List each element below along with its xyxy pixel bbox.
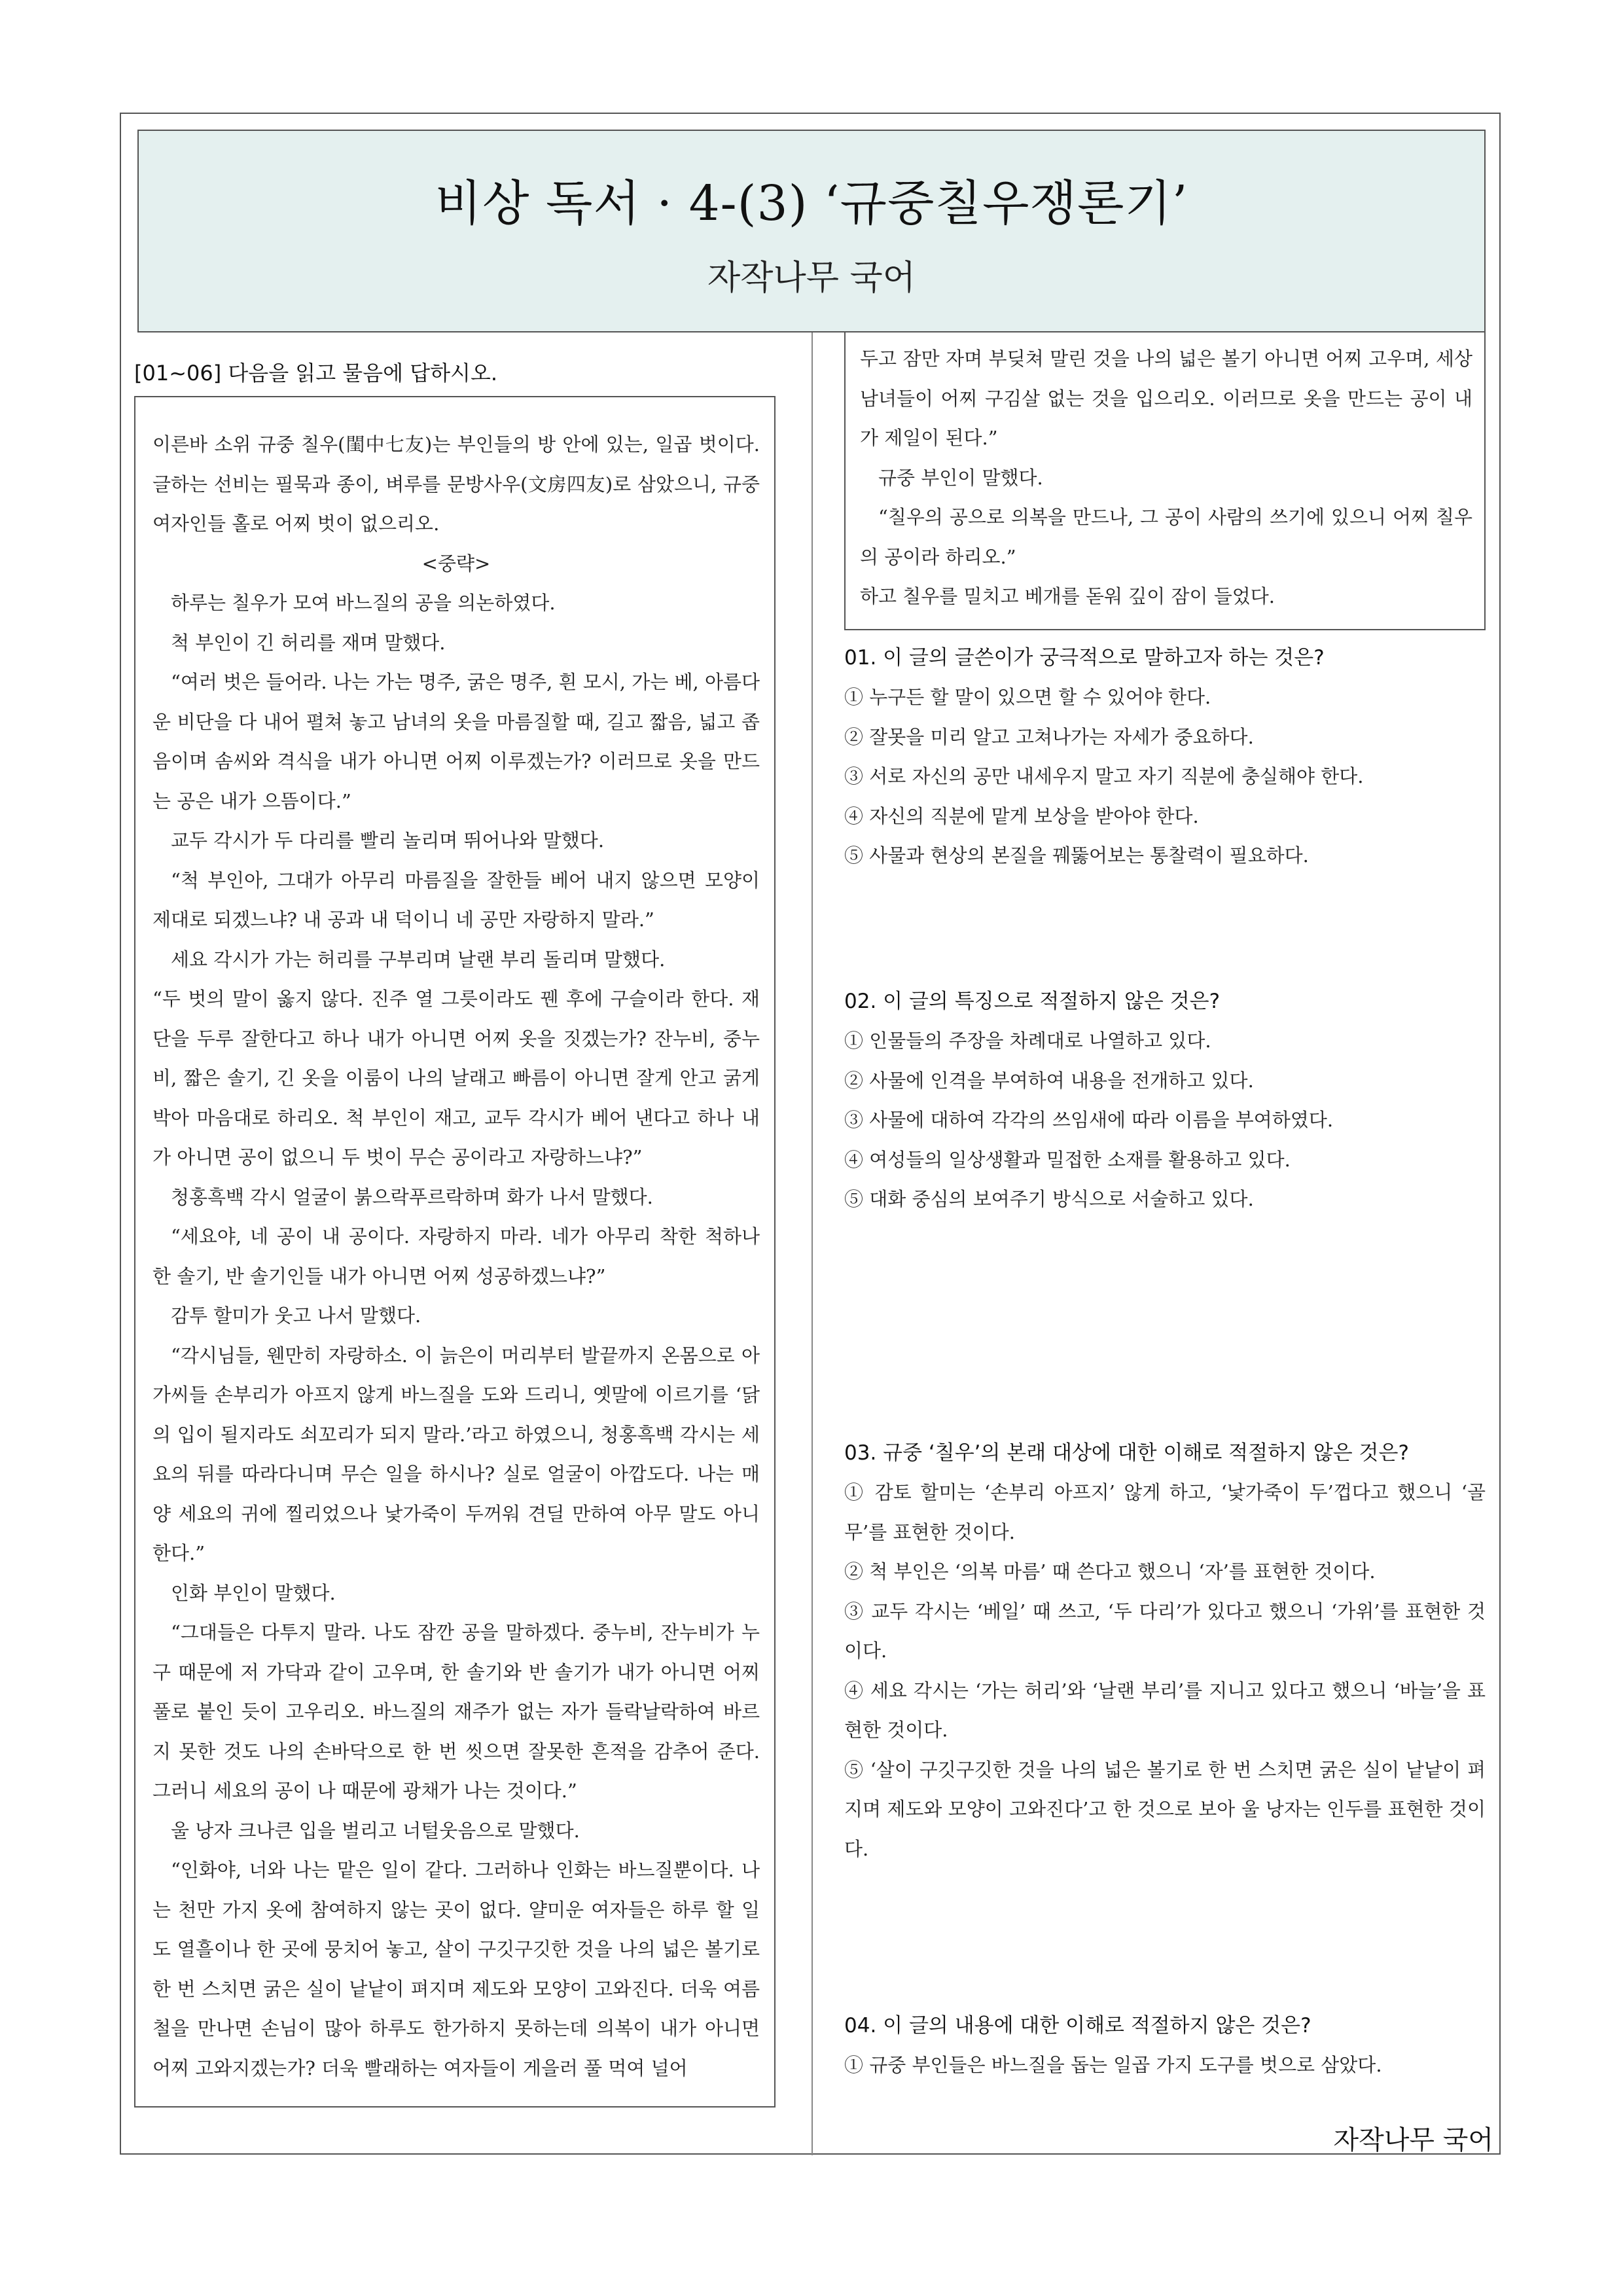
- answer-option[interactable]: ⑤ 대화 중심의 보여주기 방식으로 서술하고 있다.: [844, 1188, 1254, 1210]
- passage-paragraph: “각시님들, 웬만히 자랑하소. 이 늙은이 머리부터 발끝까지 온몸으로 아가씨들 손부리가 아프지 않게 바느질을 도와 드리니, 옛말에 이르기를 ‘닭의 입이 될지라도 쇠꼬리가 되지 말라.’라고 하였으니, 청홍흑백 각시는 세요의 뒤를 따라다니며 무슨 일을 하시나? 실로 얼굴이 아깝도다. 나는 매양 세요의 귀에 찔리었으나 낯가죽이 두꺼워 견딜 만하여 아무 말도 아니한다.”: [152, 1344, 760, 1564]
- passage-paragraph: 척 부인이 긴 허리를 재며 말했다.: [171, 631, 446, 654]
- passage-paragraph: 규중 부인이 말했다.: [878, 466, 1043, 489]
- passage-paragraph: 이른바 소위 규중 칠우(閨中七友)는 부인들의 방 안에 있는, 일곱 벗이다. 글하는 선비는 필묵과 종이, 벼루를 문방사우(文房四友)로 삼았으니, 규중 여자인들 홀로 어찌 벗이 없으리오.: [152, 433, 760, 535]
- passage-paragraph: 교두 각시가 두 다리를 빨리 놀리며 뛰어나와 말했다.: [171, 829, 605, 852]
- passage-paragraph: 두고 잠만 자며 부딪쳐 말린 것을 나의 넓은 볼기 아니면 어찌 고우며, 세상 남녀들이 어찌 구김살 없는 것을 입으리오. 이러므로 옷을 만드는 공이 내가 제일이 된다.”: [860, 348, 1472, 449]
- answer-option[interactable]: ① 누구든 할 말이 있으면 할 수 있어야 한다.: [844, 686, 1211, 708]
- answer-option[interactable]: ① 감토 할미는 ‘손부리 아프지’ 않게 하고, ‘낯가죽이 두’껍다고 했으니 ‘골무’를 표현한 것이다.: [844, 1481, 1486, 1543]
- passage-paragraph: 인화 부인이 말했다.: [171, 1581, 336, 1604]
- answer-option[interactable]: ④ 여성들의 일상생활과 밀접한 소재를 활용하고 있다.: [844, 1148, 1291, 1171]
- passage-paragraph: “그대들은 다투지 말라. 나도 잠깐 공을 말하겠다. 중누비, 잔누비가 누구 때문에 저 가닥과 같이 고우며, 한 솔기와 반 솔기가 내가 아니면 어찌 풀로 붙인 듯이 고우리오. 바느질의 재주가 없는 자가 들락날락하여 바르지 못한 것도 나의 손바닥으로 한 번 씻으면 잘못한 흔적을 감추어 준다. 그러니 세요의 공이 나 때문에 광채가 나는 것이다.”: [152, 1621, 760, 1802]
- answer-option[interactable]: ③ 서로 자신의 공만 내세우지 말고 자기 직분에 충실해야 한다.: [844, 765, 1364, 787]
- instruction: [01~06] 다음을 읽고 물음에 답하시오.: [134, 361, 498, 386]
- question-3: [844, 1433, 1486, 1869]
- answer-option[interactable]: ④ 자신의 직분에 맡게 보상을 받아야 한다.: [844, 804, 1199, 827]
- answer-option[interactable]: ⑤ ‘살이 구깃구깃한 것을 나의 넓은 볼기로 한 번 스치면 굵은 실이 낱낱이 펴지며 제도와 모양이 고와진다’고 한 것으로 보아 울 낭자는 인두를 표현한 것이다.: [844, 1758, 1486, 1860]
- title-banner: [137, 130, 1486, 332]
- question-4: [844, 2006, 1486, 2085]
- passage-paragraph: 세요 각시가 가는 허리를 구부리며 날랜 부리 돌리며 말했다.: [171, 948, 666, 971]
- passage-paragraph: 청홍흑백 각시 얼굴이 붉으락푸르락하며 화가 나서 말했다.: [171, 1185, 653, 1208]
- passage-paragraph: “칠우의 공으로 의복을 만드나, 그 공이 사람의 쓰기에 있으니 어찌 칠우의 공이라 하리오.”: [860, 506, 1472, 568]
- answer-option[interactable]: ③ 교두 각시는 ‘베일’ 때 쓰고, ‘두 다리’가 있다고 했으니 ‘가위’를 표현한 것이다.: [844, 1600, 1486, 1662]
- passage-paragraph: 하고 칠우를 밀치고 베개를 돋워 깊이 잠이 들었다.: [860, 585, 1275, 607]
- passage-paragraph: “여러 벗은 들어라. 나는 가는 명주, 굵은 명주, 흰 모시, 가는 베, 아름다운 비단을 다 내어 펼쳐 놓고 남녀의 옷을 마름질할 때, 길고 짧음, 넓고 좁음이며 솜씨와 격식을 내가 아니면 어찌 이루겠는가? 이러므로 옷을 만드는 공은 내가 으뜸이다.”: [152, 671, 760, 812]
- question-2: [844, 982, 1486, 1219]
- passage-paragraph: “세요야, 네 공이 내 공이다. 자랑하지 마라. 네가 아무리 착한 척하나 한 솔기, 반 솔기인들 내가 아니면 어찌 성공하겠느냐?”: [152, 1225, 760, 1287]
- page-subtitle: 자작나무 국어: [707, 259, 916, 298]
- passage-paragraph: <중략>: [421, 552, 491, 575]
- question-title: 01. 이 글의 글쓴이가 궁극적으로 말하고자 하는 것은?: [844, 646, 1325, 670]
- answer-option[interactable]: ② 잘못을 미리 알고 고쳐나가는 자세가 중요하다.: [844, 725, 1254, 748]
- passage-paragraph: “두 벗의 말이 옳지 않다. 진주 열 그릇이라도 꿴 후에 구슬이라 한다. 재단을 두루 잘한다고 하나 내가 아니면 어찌 옷을 짓겠는가? 잔누비, 중누비, 짧은 솔기, 긴 옷을 이룸이 나의 날래고 빠름이 아니면 잘게 안고 굵게 박아 마음대로 하리오. 척 부인이 재고, 교두 각시가 베어 낸다고 하나 내가 아니면 공이 없으니 두 벗이 무슨 공이라고 자랑하느냐?”: [152, 988, 760, 1168]
- question-1: [844, 638, 1486, 876]
- answer-option[interactable]: ④ 세요 각시는 ‘가는 허리’와 ‘날랜 부리’를 지니고 있다고 했으니 ‘바늘’을 표현한 것이다.: [844, 1679, 1486, 1741]
- answer-option[interactable]: ⑤ 사물과 현상의 본질을 꿰뚫어보는 통찰력이 필요하다.: [844, 844, 1309, 867]
- passage-box-left: [134, 396, 776, 2108]
- answer-option[interactable]: ① 규중 부인들은 바느질을 돕는 일곱 가지 도구를 벗으로 삼았다.: [844, 2054, 1382, 2076]
- passage-paragraph: “인화야, 너와 나는 맡은 일이 같다. 그러하나 인화는 바느질뿐이다. 나는 천만 가지 옷에 참여하지 않는 곳이 없다. 얄미운 여자들은 하루 할 일도 열흘이나 한 곳에 뭉치어 놓고, 살이 구깃구깃한 것을 나의 넓은 볼기로 한 번 스치면 굵은 실이 낱낱이 펴지며 제도와 모양이 고와진다. 더욱 여름철을 만나면 손님이 많아 하루도 한가하지 못하는데 의복이 내가 아니면 어찌 고와지겠는가? 더욱 빨래하는 여자들이 게을러 풀 먹여 널어: [152, 1859, 760, 2079]
- passage-paragraph: 감투 할미가 웃고 나서 말했다.: [171, 1304, 421, 1327]
- column-divider: [812, 332, 813, 2155]
- passage-box-right: [844, 332, 1486, 630]
- question-title: 02. 이 글의 특징으로 적절하지 않은 것은?: [844, 990, 1221, 1013]
- passage-paragraph: 울 낭자 크나큰 입을 벌리고 너털웃음으로 말했다.: [171, 1819, 580, 1842]
- page-title: 비상 독서 · 4-(3) ‘규중칠우쟁론기’: [435, 175, 1188, 232]
- question-title: 03. 규중 ‘칠우’의 본래 대상에 대한 이해로 적절하지 않은 것은?: [844, 1441, 1409, 1465]
- answer-option[interactable]: ② 사물에 인격을 부여하여 내용을 전개하고 있다.: [844, 1069, 1254, 1092]
- passage-paragraph: “척 부인아, 그대가 아무리 마름질을 잘한들 베어 내지 않으면 모양이 제대로 되겠느냐? 내 공과 내 덕이니 네 공만 자랑하지 말라.”: [152, 869, 760, 931]
- footer-brand: 자작나무 국어: [1333, 2125, 1493, 2155]
- answer-option[interactable]: ② 척 부인은 ‘의복 마름’ 때 쓴다고 했으니 ‘자’를 표현한 것이다.: [844, 1560, 1376, 1583]
- answer-option[interactable]: ① 인물들의 주장을 차례대로 나열하고 있다.: [844, 1030, 1211, 1052]
- question-title: 04. 이 글의 내용에 대한 이해로 적절하지 않은 것은?: [844, 2014, 1311, 2037]
- answer-option[interactable]: ③ 사물에 대하여 각각의 쓰임새에 따라 이름을 부여하였다.: [844, 1109, 1334, 1131]
- passage-paragraph: 하루는 칠우가 모여 바느질의 공을 의논하였다.: [171, 592, 556, 614]
